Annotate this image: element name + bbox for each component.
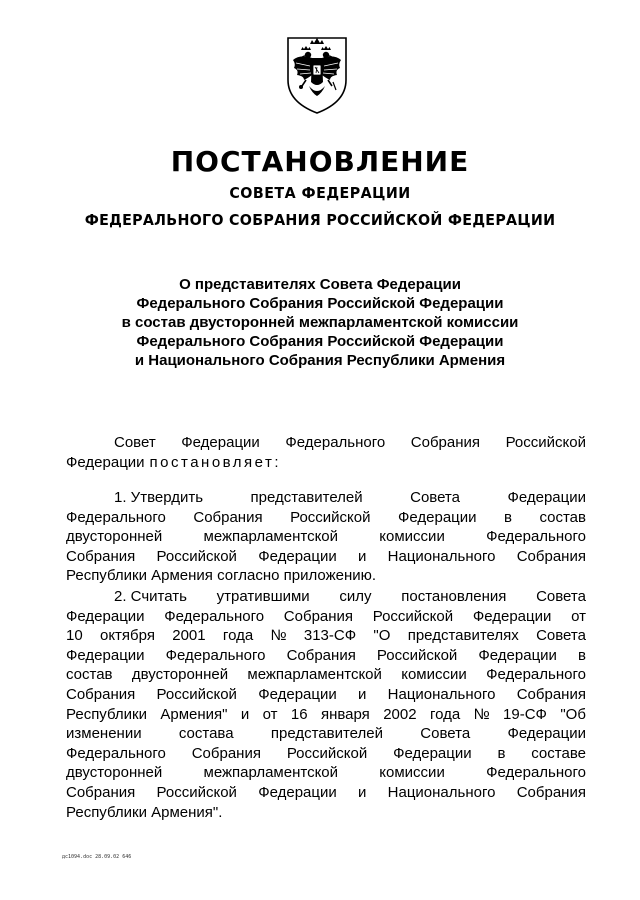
word: Собрания: [286, 646, 356, 664]
word: Российской: [156, 783, 237, 801]
word: Федерации: [181, 434, 260, 451]
word: Российской: [156, 547, 237, 565]
paragraph-line: [66, 626, 586, 646]
word: и: [240, 705, 250, 723]
word: и: [358, 783, 367, 801]
word: Республики: [66, 705, 147, 723]
word: Федерального: [66, 744, 166, 762]
word: Собрания: [516, 547, 586, 565]
word: Российской: [376, 646, 458, 664]
paragraph-last-line: Республики Армения".: [66, 803, 223, 821]
resolves-word: постановляет:: [149, 454, 282, 471]
word: 313-СФ: [303, 627, 357, 645]
coat-of-arms-icon: [282, 30, 352, 116]
paragraph-line: [66, 783, 586, 803]
word: Федерации: [258, 783, 337, 801]
word: силу: [339, 588, 372, 605]
word: межпарламентской: [203, 528, 339, 546]
word: Собрания: [193, 508, 263, 526]
paragraph-line: [66, 665, 586, 685]
word: Федерального: [285, 434, 386, 451]
paragraph-line: [66, 527, 586, 547]
word: Федерации: [66, 607, 145, 625]
word: Российской: [286, 744, 368, 762]
word: межпарламентской: [247, 666, 382, 684]
word: двусторонней: [66, 764, 163, 782]
word: Совета: [536, 627, 586, 645]
word: Совета: [410, 489, 460, 506]
word: 19-СФ: [503, 705, 547, 723]
word: года: [222, 627, 254, 645]
word: "О: [373, 627, 391, 645]
word: Собрания: [516, 783, 586, 801]
document-type-title: ПОСТАНОВЛЕНИЕ: [170, 145, 470, 178]
word: в: [504, 508, 512, 526]
word: года: [429, 705, 461, 723]
paragraph-2: [66, 587, 586, 822]
word: Федерального: [66, 508, 166, 526]
word: Российской: [505, 434, 586, 451]
word: состав: [539, 508, 586, 526]
word: двусторонней: [131, 666, 229, 684]
word: Федерального: [164, 607, 265, 625]
word: №: [270, 627, 287, 645]
paragraph-line: [66, 508, 586, 528]
word: Национального: [387, 783, 496, 801]
word: Армения": [160, 705, 228, 723]
word: от: [571, 607, 586, 625]
word: Собрания: [283, 607, 354, 625]
word: комиссии: [401, 666, 467, 684]
word: Национального: [387, 547, 496, 565]
word: представителей: [270, 725, 384, 743]
paragraph-line: [66, 547, 586, 567]
word: октября: [99, 627, 155, 645]
word: 2. Считать: [114, 588, 187, 605]
document-code: дс1094.doc 28.09.02 646: [62, 854, 132, 860]
word: Федерации: [507, 489, 586, 506]
word: Федерации: [507, 725, 586, 743]
word: представителях: [407, 627, 519, 645]
word: Федерации: [478, 646, 557, 664]
word: января: [320, 705, 370, 723]
paragraph-line: [66, 705, 586, 725]
word: Собрания: [516, 685, 586, 703]
word: Собрания: [191, 744, 261, 762]
word: составе: [531, 744, 586, 762]
word: в: [497, 744, 506, 762]
word: Федерации: [393, 744, 472, 762]
paragraph-line: [66, 607, 586, 627]
word: 2002: [383, 705, 417, 723]
word: состава: [178, 725, 234, 743]
word: представителей: [250, 489, 363, 506]
word: 2001: [172, 627, 206, 645]
word: Собрания: [66, 783, 136, 801]
word: Федерального: [486, 666, 586, 684]
word: Федерации: [66, 454, 145, 471]
word: Федерации: [472, 607, 552, 625]
word: и: [358, 547, 367, 565]
document-subject: [60, 275, 580, 370]
word: Российской: [372, 607, 454, 625]
paragraph-line: [66, 744, 586, 764]
paragraph-line: [66, 587, 586, 607]
word: Собрания: [66, 685, 136, 703]
word: Федерации: [66, 646, 145, 664]
word: Федерального: [486, 764, 586, 782]
preamble-line: [66, 453, 586, 473]
word: Российской: [290, 508, 371, 526]
paragraph-line: [66, 646, 586, 666]
word: 16: [290, 705, 308, 723]
word: Совета: [536, 588, 586, 605]
paragraph-line: [66, 763, 586, 783]
word: утратившими: [216, 588, 310, 605]
subject-line: Федерального Собрания Российской Федерации: [136, 295, 504, 312]
word: Российской: [156, 685, 237, 703]
paragraph-last-line: Республики Армения согласно приложению.: [66, 567, 377, 585]
word: Совет: [114, 434, 156, 451]
preamble-line: [66, 433, 586, 453]
word: в: [578, 646, 586, 664]
word: Национального: [387, 685, 496, 703]
issuer-line: СОВЕТА ФЕДЕРАЦИИ: [229, 184, 411, 202]
word: Федерации: [258, 547, 337, 565]
word: Федерации: [397, 508, 477, 526]
word: 1. Утвердить: [114, 489, 204, 506]
paragraph-1: [66, 488, 586, 586]
word: постановления: [401, 588, 507, 605]
word: 10: [66, 627, 83, 645]
word: комиссии: [379, 528, 445, 546]
word: состав: [66, 666, 113, 684]
issuer-full-line: ФЕДЕРАЛЬНОГО СОБРАНИЯ РОССИЙСКОЙ ФЕДЕРАЦИИ: [84, 211, 556, 229]
word: от: [262, 705, 278, 723]
word: Собрания: [66, 547, 136, 565]
paragraph-line: [66, 724, 586, 744]
paragraph-line: [66, 685, 586, 705]
word: Федерального: [486, 528, 586, 546]
preamble: [66, 433, 586, 473]
word: Собрания: [410, 434, 481, 451]
subject-line: О представителях Совета Федерации: [179, 276, 461, 293]
word: и: [358, 685, 367, 703]
word: "Об: [560, 705, 586, 723]
subject-line: в состав двусторонней межпарламентской комиссии: [121, 314, 519, 331]
word: комиссии: [379, 764, 445, 782]
subject-line: и Национального Собрания Республики Армения: [134, 352, 506, 369]
subject-line: Федерального Собрания Российской Федерации: [136, 333, 504, 350]
word: Совета: [420, 725, 471, 743]
paragraph-line: [66, 488, 586, 508]
word: изменении: [66, 725, 142, 743]
word: №: [473, 705, 490, 723]
word: межпарламентской: [203, 764, 339, 782]
word: Федерации: [258, 685, 337, 703]
word: Федерального: [165, 646, 266, 664]
word: двусторонней: [66, 528, 163, 546]
